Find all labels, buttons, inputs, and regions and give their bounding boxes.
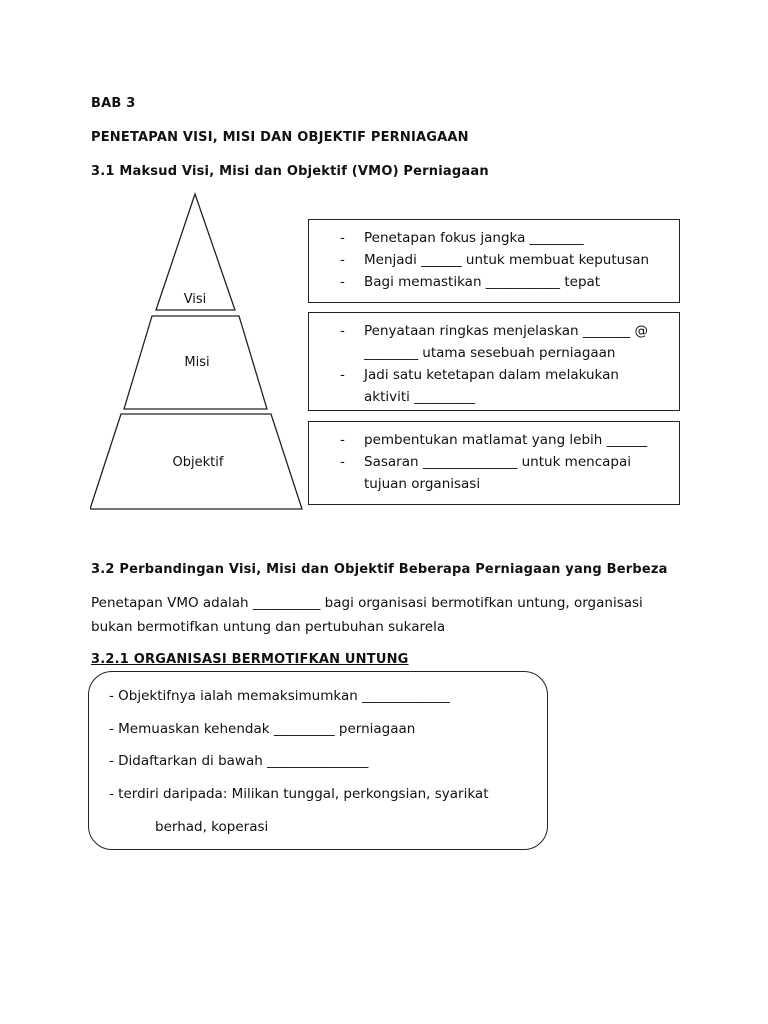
pyramid-label-visi: Visi bbox=[183, 292, 207, 307]
section-3-2-paragraph-line: bukan bermotifkan untung dan pertubuhan sukarela bbox=[91, 619, 446, 635]
page-title: PENETAPAN VISI, MISI DAN OBJEKTIF PERNIAGAAN bbox=[91, 130, 469, 145]
section-3-2-1-heading: 3.2.1 ORGANISASI BERMOTIFKAN UNTUNG bbox=[91, 652, 409, 667]
section-3-2-heading: 3.2 Perbandingan Visi, Misi dan Objektif Beberapa Perniagaan yang Berbeza bbox=[91, 562, 668, 577]
section-3-1-heading: 3.1 Maksud Visi, Misi dan Objektif (VMO) Perniagaan bbox=[91, 164, 489, 179]
objektif-point-line: Sasaran ______________ untuk mencapai bbox=[364, 454, 631, 470]
profit-org-point: - Objektifnya ialah memaksimumkan _____________ bbox=[109, 688, 450, 704]
profit-organisation-box bbox=[88, 671, 548, 850]
pyramid-label-misi: Misi bbox=[184, 355, 210, 370]
objektif-point-line: tujuan organisasi bbox=[364, 476, 481, 492]
profit-org-point: - terdiri daripada: Milikan tunggal, perkongsian, syarikat bbox=[109, 786, 489, 802]
visi-point: - Bagi memastikan ___________ tepat bbox=[309, 271, 679, 293]
pyramid-label-objektif: Objektif bbox=[172, 455, 224, 470]
visi-description-box bbox=[308, 219, 680, 303]
profit-org-point-continuation: berhad, koperasi bbox=[155, 819, 269, 835]
visi-point: - Penetapan fokus jangka ________ bbox=[309, 227, 679, 249]
misi-point-line: Jadi satu ketetapan dalam melakukan bbox=[364, 367, 619, 383]
profit-org-point: - Memuaskan kehendak _________ perniagaan bbox=[109, 721, 416, 737]
section-3-2-paragraph-line: Penetapan VMO adalah __________ bagi organisasi bermotifkan untung, organisasi bbox=[91, 595, 643, 611]
chapter-label: BAB 3 bbox=[91, 96, 136, 111]
misi-point-line: aktiviti _________ bbox=[364, 389, 475, 405]
misi-point bbox=[309, 320, 679, 364]
objektif-point bbox=[309, 451, 679, 495]
objektif-description-box bbox=[308, 421, 680, 505]
objektif-point: - pembentukan matlamat yang lebih ______ bbox=[309, 429, 679, 451]
visi-point: - Menjadi ______ untuk membuat keputusan bbox=[309, 249, 679, 271]
misi-point-line: ________ utama sesebuah perniagaan bbox=[364, 345, 616, 361]
profit-org-point: - Didaftarkan di bawah _______________ bbox=[109, 753, 369, 769]
misi-description-box bbox=[308, 312, 680, 411]
misi-point bbox=[309, 364, 679, 408]
misi-point-line: Penyataan ringkas menjelaskan _______ @ bbox=[364, 323, 648, 339]
